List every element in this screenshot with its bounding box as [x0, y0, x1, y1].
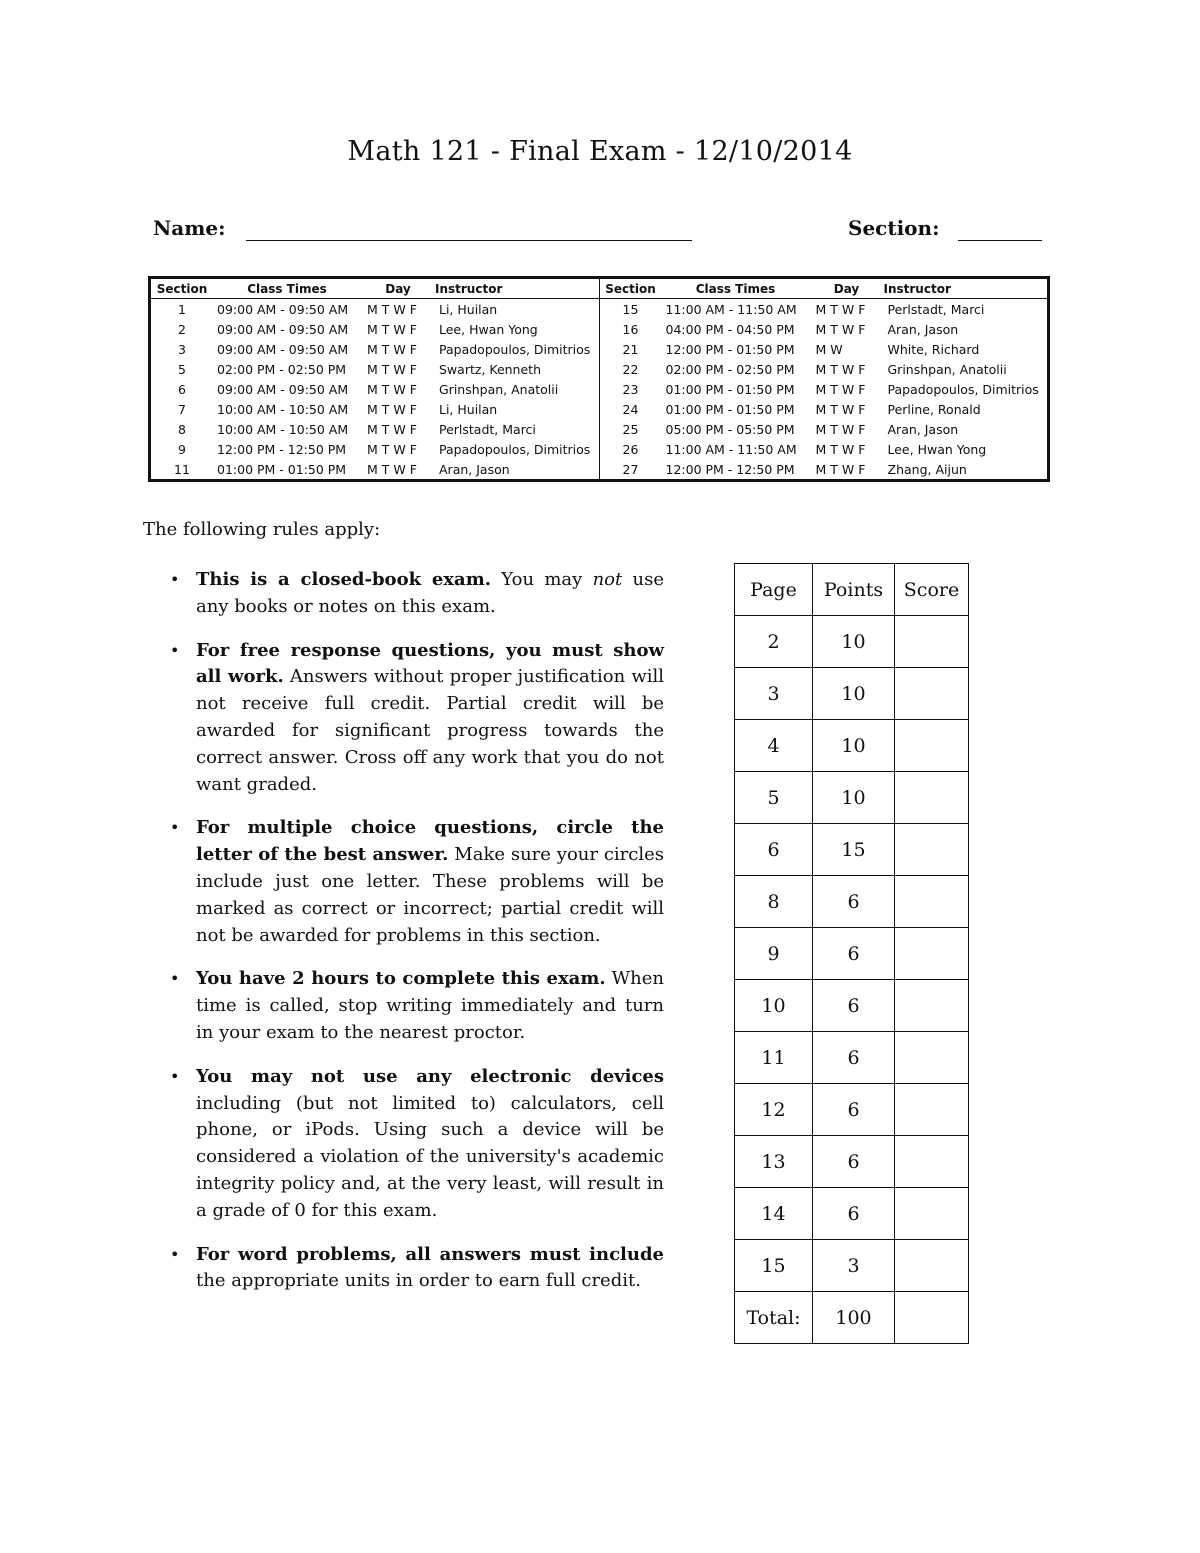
- name-field[interactable]: [246, 240, 692, 241]
- bullet-icon: •: [170, 969, 180, 989]
- schedule-row: [151, 319, 599, 339]
- instructor-name: Perlstadt, Marci: [439, 421, 536, 437]
- meeting-days: M T W F: [815, 321, 866, 337]
- rule-item: [168, 1064, 664, 1225]
- points-value: 10: [813, 772, 895, 824]
- class-time: 01:00 PM - 01:50 PM: [665, 401, 795, 417]
- schedule-row: [600, 459, 1048, 479]
- meeting-days: M T W F: [367, 381, 417, 397]
- score-cell[interactable]: [895, 772, 969, 824]
- schedule-header-row: [600, 279, 1048, 299]
- rule-bold: For free response questions, you must show all work.: [196, 639, 664, 688]
- section-number: 9: [178, 441, 186, 457]
- schedule-row: [600, 319, 1048, 339]
- score-row: [735, 928, 969, 980]
- instructor-name: Papadopoulos, Dimitrios: [887, 381, 1039, 397]
- points-value: 3: [813, 1240, 895, 1292]
- score-cell[interactable]: [895, 1240, 969, 1292]
- section-number: 11: [174, 461, 190, 477]
- rule-item: [168, 1242, 664, 1296]
- page-number: 9: [735, 928, 813, 980]
- schedule-row: [151, 299, 599, 319]
- class-time: 10:00 AM - 10:50 AM: [217, 421, 349, 437]
- class-time: 09:00 AM - 09:50 AM: [217, 321, 349, 337]
- points-value: 10: [813, 668, 895, 720]
- section-number: 3: [178, 341, 186, 357]
- score-row: [735, 668, 969, 720]
- bullet-icon: •: [170, 1244, 180, 1264]
- score-table-header: [735, 564, 969, 616]
- page-number: 4: [735, 720, 813, 772]
- score-row: [735, 1032, 969, 1084]
- meeting-days: M T W F: [815, 381, 866, 397]
- class-time: 11:00 AM - 11:50 AM: [665, 301, 797, 317]
- schedule-row: [151, 359, 599, 379]
- score-cell[interactable]: [895, 616, 969, 668]
- rule-emphasis: not: [592, 569, 623, 590]
- class-time: 02:00 PM - 02:50 PM: [217, 361, 347, 377]
- points-value: 6: [813, 1032, 895, 1084]
- page-number: 11: [735, 1032, 813, 1084]
- points-value: 6: [813, 928, 895, 980]
- score-row: [735, 824, 969, 876]
- score-cell[interactable]: [895, 928, 969, 980]
- instructor-name: Zhang, Aijun: [887, 461, 967, 477]
- score-cell[interactable]: [895, 1136, 969, 1188]
- meeting-days: M T W F: [367, 401, 417, 417]
- points-value: 6: [813, 876, 895, 928]
- class-time: 01:00 PM - 01:50 PM: [217, 461, 347, 477]
- class-time: 09:00 AM - 09:50 AM: [217, 381, 349, 397]
- page-number: 8: [735, 876, 813, 928]
- score-cell[interactable]: [895, 1032, 969, 1084]
- points-value: 10: [813, 720, 895, 772]
- score-row: [735, 876, 969, 928]
- section-number: 15: [622, 301, 639, 317]
- meeting-days: M T W F: [367, 441, 417, 457]
- header-instructor: Instructor: [883, 281, 951, 296]
- header-instructor: Instructor: [435, 281, 503, 296]
- rule-item: [168, 638, 664, 799]
- instructor-name: Swartz, Kenneth: [439, 361, 541, 377]
- class-time: 09:00 AM - 09:50 AM: [217, 341, 349, 357]
- rule-text: Make sure your circles include just one letter. These problems will be marked as correct or incorrect; partial credit will not be awarded for problems in this section.: [196, 844, 664, 946]
- instructor-name: Grinshpan, Anatolii: [439, 381, 559, 397]
- rules-intro: The following rules apply:: [143, 519, 381, 540]
- points-value: 10: [813, 616, 895, 668]
- instructor-name: Li, Huilan: [439, 301, 498, 317]
- meeting-days: M T W F: [367, 461, 417, 477]
- class-time: 05:00 PM - 05:50 PM: [665, 421, 795, 437]
- score-row: [735, 772, 969, 824]
- points-value: 6: [813, 980, 895, 1032]
- instructor-name: Perlstadt, Marci: [887, 301, 985, 317]
- schedule-right-half: [600, 279, 1048, 479]
- schedule-row: [151, 439, 599, 459]
- section-number: 26: [622, 441, 639, 457]
- schedule-row: [151, 399, 599, 419]
- rule-text: the appropriate units in order to earn full credit.: [196, 1270, 641, 1292]
- section-number: 1: [178, 301, 186, 317]
- schedule-row: [151, 419, 599, 439]
- section-number: 22: [622, 361, 639, 377]
- score-row: [735, 980, 969, 1032]
- meeting-days: M T W F: [367, 361, 417, 377]
- bullet-icon: •: [170, 570, 180, 589]
- schedule-row: [151, 379, 599, 399]
- header-page: Page: [735, 564, 813, 616]
- meeting-days: M T W F: [815, 441, 866, 457]
- rule-text: You may: [491, 569, 593, 590]
- page-number: 2: [735, 616, 813, 668]
- page-number: 14: [735, 1188, 813, 1240]
- rule-bold: You have 2 hours to complete this exam.: [196, 968, 606, 990]
- rule-bold: For multiple choice questions, circle the letter of the best answer.: [196, 817, 664, 866]
- meeting-days: M T W F: [367, 321, 417, 337]
- header-class-times: Class Times: [247, 281, 327, 296]
- score-cell[interactable]: [895, 980, 969, 1032]
- page-number: 15: [735, 1240, 813, 1292]
- rule-item: [168, 815, 664, 949]
- header-score: Score: [895, 564, 969, 616]
- instructor-name: Papadopoulos, Dimitrios: [439, 441, 591, 457]
- score-row: [735, 720, 969, 772]
- class-time: 09:00 AM - 09:50 AM: [217, 301, 349, 317]
- section-number: 27: [622, 461, 639, 477]
- rules-list: [168, 567, 664, 1312]
- score-cell[interactable]: [895, 720, 969, 772]
- score-row: [735, 616, 969, 668]
- header-day: Day: [833, 281, 860, 296]
- score-cell[interactable]: [895, 876, 969, 928]
- total-label: Total:: [735, 1292, 813, 1344]
- class-time: 01:00 PM - 01:50 PM: [665, 381, 795, 397]
- instructor-name: Aran, Jason: [887, 421, 959, 437]
- total-points: 100: [813, 1292, 895, 1344]
- bullet-icon: •: [170, 640, 180, 660]
- page-number: 13: [735, 1136, 813, 1188]
- section-number: 24: [622, 401, 639, 417]
- schedule-row: [600, 359, 1048, 379]
- schedule-row: [600, 399, 1048, 419]
- schedule-row: [151, 339, 599, 359]
- schedule-left-half: [151, 279, 600, 479]
- schedule-row: [600, 339, 1048, 359]
- meeting-days: M T W F: [367, 341, 417, 357]
- page-number: 5: [735, 772, 813, 824]
- rule-text: Answers without proper justification will not receive full credit. Partial credit will be awarded for significant progress towards the correct answer. Cross off any work that you do not want graded.: [196, 666, 664, 795]
- page-number: 6: [735, 824, 813, 876]
- class-time: 10:00 AM - 10:50 AM: [217, 401, 349, 417]
- score-cell[interactable]: [895, 1188, 969, 1240]
- class-time: 02:00 PM - 02:50 PM: [665, 361, 795, 377]
- header-section: Section: [605, 281, 656, 296]
- rule-item: [168, 567, 664, 621]
- section-number: 23: [622, 381, 639, 397]
- instructor-name: Li, Huilan: [439, 401, 498, 417]
- class-time: 04:00 PM - 04:50 PM: [665, 321, 795, 337]
- meeting-days: M T W F: [815, 401, 866, 417]
- schedule-header-row: [151, 279, 599, 299]
- instructor-name: Lee, Hwan Yong: [439, 321, 538, 337]
- rule-text: When time is called, stop writing immediately and turn in your exam to the nearest proctor.: [196, 968, 665, 1043]
- instructor-name: Lee, Hwan Yong: [887, 441, 987, 457]
- section-field[interactable]: [958, 240, 1042, 241]
- schedule-row: [600, 419, 1048, 439]
- total-score-cell[interactable]: [895, 1292, 969, 1344]
- class-time: 11:00 AM - 11:50 AM: [665, 441, 797, 457]
- page-number: 3: [735, 668, 813, 720]
- class-time: 12:00 PM - 12:50 PM: [665, 461, 795, 477]
- schedule-row: [151, 459, 599, 479]
- section-number: 5: [178, 361, 186, 377]
- total-row: [735, 1292, 969, 1344]
- instructor-name: White, Richard: [887, 341, 980, 357]
- rule-bold: You may not use any electronic devices: [196, 1065, 664, 1087]
- instructor-name: Grinshpan, Anatolii: [887, 361, 1007, 377]
- rule-text: including (but not limited to) calculators, cell phone, or iPods. Using such a device will be considered a violation of the university's academic integrity policy and, at the very least, will result in a grade of 0 for this exam.: [196, 1092, 664, 1221]
- points-value: 15: [813, 824, 895, 876]
- bullet-icon: •: [170, 818, 180, 838]
- rule-bold: For word problems, all answers must include: [196, 1243, 664, 1265]
- meeting-days: M T W F: [815, 421, 866, 437]
- score-row: [735, 1084, 969, 1136]
- score-table: [734, 563, 969, 1344]
- score-row: [735, 1136, 969, 1188]
- header-section: Section: [156, 281, 208, 296]
- instructor-name: Papadopoulos, Dimitrios: [439, 341, 591, 357]
- meeting-days: M W: [815, 341, 843, 357]
- meeting-days: M T W F: [367, 421, 417, 437]
- instructor-name: Aran, Jason: [439, 461, 510, 477]
- points-value: 6: [813, 1084, 895, 1136]
- schedule-row: [600, 439, 1048, 459]
- section-number: 2: [178, 321, 186, 337]
- class-time: 12:00 PM - 01:50 PM: [665, 341, 795, 357]
- meeting-days: M T W F: [367, 301, 417, 317]
- section-schedule-table: [148, 276, 1050, 482]
- points-value: 6: [813, 1188, 895, 1240]
- class-time: 12:00 PM - 12:50 PM: [217, 441, 347, 457]
- page-number: 12: [735, 1084, 813, 1136]
- section-number: 7: [178, 401, 186, 417]
- score-cell[interactable]: [895, 1084, 969, 1136]
- schedule-row: [600, 379, 1048, 399]
- section-label: Section:: [848, 216, 940, 240]
- points-value: 6: [813, 1136, 895, 1188]
- section-number: 25: [622, 421, 639, 437]
- header-points: Points: [813, 564, 895, 616]
- page-title: Math 121 - Final Exam - 12/10/2014: [347, 136, 853, 167]
- rule-text: use any books or notes on this exam.: [196, 569, 664, 617]
- score-row: [735, 1188, 969, 1240]
- score-cell[interactable]: [895, 824, 969, 876]
- score-row: [735, 1240, 969, 1292]
- section-number: 16: [622, 321, 639, 337]
- name-label: Name:: [153, 216, 226, 240]
- schedule-row: [600, 299, 1048, 319]
- score-cell[interactable]: [895, 668, 969, 720]
- meeting-days: M T W F: [815, 461, 866, 477]
- section-number: 6: [178, 381, 186, 397]
- page-number: 10: [735, 980, 813, 1032]
- meeting-days: M T W F: [815, 361, 866, 377]
- instructor-name: Perline, Ronald: [887, 401, 981, 417]
- bullet-icon: •: [170, 1066, 180, 1086]
- rule-item: [168, 966, 664, 1046]
- instructor-name: Aran, Jason: [887, 321, 959, 337]
- meeting-days: M T W F: [815, 301, 866, 317]
- section-number: 8: [178, 421, 186, 437]
- header-day: Day: [385, 281, 411, 296]
- rule-bold: This is a closed-book exam.: [196, 569, 492, 590]
- section-number: 21: [622, 341, 639, 357]
- header-class-times: Class Times: [695, 281, 776, 296]
